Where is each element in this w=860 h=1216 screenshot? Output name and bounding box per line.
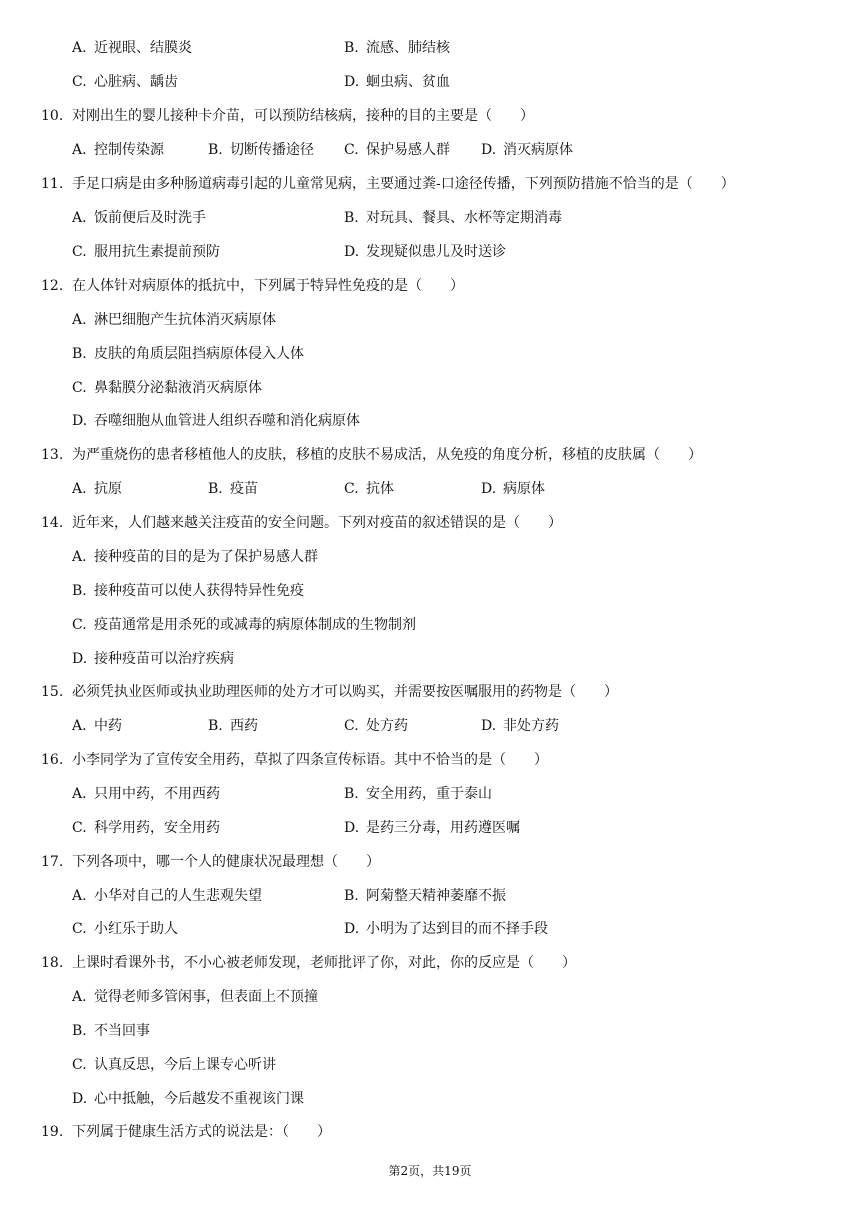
option-letter: C. <box>72 380 87 396</box>
option-text: 非处方药 <box>503 718 559 734</box>
question <box>0 953 860 973</box>
option-letter: B. <box>344 786 359 802</box>
answer-option <box>481 716 559 736</box>
option-letter: B. <box>208 142 223 158</box>
option-letter: B. <box>344 210 359 226</box>
option-row <box>0 310 860 330</box>
answer-option <box>72 38 192 58</box>
option-row <box>0 344 860 364</box>
option-letter: D. <box>481 718 497 734</box>
option-row <box>0 716 860 736</box>
answer-option <box>344 72 450 92</box>
question-number: 12. <box>41 278 64 294</box>
option-text: 近视眼、结膜炎 <box>94 40 192 56</box>
question-number: 19. <box>41 1124 64 1140</box>
answer-option <box>72 615 416 635</box>
option-letter: C. <box>72 74 87 90</box>
option-letter: A. <box>72 142 87 158</box>
option-row <box>0 784 860 804</box>
question-text: 小李同学为了宣传安全用药，草拟了四条宣传标语。其中不恰当的是（ ） <box>72 752 548 768</box>
option-letter: B. <box>344 40 359 56</box>
answer-option <box>72 1021 150 1041</box>
question-number: 14. <box>41 515 64 531</box>
answer-option <box>481 479 545 499</box>
option-text: 心中抵触，今后越发不重视该门课 <box>94 1091 304 1107</box>
question-number: 18. <box>41 955 64 971</box>
option-text: 小华对自己的人生悲观失望 <box>94 888 262 904</box>
question-number: 15. <box>41 684 64 700</box>
option-letter: A. <box>72 481 87 497</box>
question <box>0 106 860 126</box>
option-text: 疫苗 <box>230 481 258 497</box>
answer-option <box>208 716 258 736</box>
option-text: 小明为了达到目的而不择手段 <box>366 921 548 937</box>
answer-option <box>72 581 304 601</box>
answer-option <box>72 208 206 228</box>
answer-option <box>72 649 234 669</box>
answer-option <box>72 1055 276 1075</box>
option-letter: B. <box>72 583 87 599</box>
option-row <box>0 1021 860 1041</box>
option-text: 只用中药，不用西药 <box>94 786 220 802</box>
option-text: 对玩具、餐具、水杯等定期消毒 <box>366 210 562 226</box>
option-text: 淋巴细胞产生抗体消灭病原体 <box>94 312 276 328</box>
option-text: 小红乐于助人 <box>94 921 178 937</box>
option-letter: D. <box>344 244 360 260</box>
option-text: 皮肤的角质层阻挡病原体侵入人体 <box>94 346 304 362</box>
answer-option <box>72 784 220 804</box>
answer-option <box>344 919 548 939</box>
question-text: 对刚出生的婴儿接种卡介苗，可以预防结核病，接种的目的主要是（ ） <box>72 108 534 124</box>
option-text: 心脏病、龋齿 <box>94 74 178 90</box>
question-text: 近年来，人们越来越关注疫苗的安全问题。下列对疫苗的叙述错误的是（ ） <box>72 515 562 531</box>
option-row <box>0 649 860 669</box>
option-text: 觉得老师多管闲事，但表面上不顶撞 <box>94 989 318 1005</box>
option-letter: D. <box>481 142 497 158</box>
option-letter: D. <box>481 481 497 497</box>
page-footer: 第2页，共19页 <box>388 1164 472 1178</box>
option-letter: A. <box>72 210 87 226</box>
option-text: 控制传染源 <box>94 142 164 158</box>
option-row <box>0 378 860 398</box>
option-row <box>0 987 860 1007</box>
option-text: 是药三分毒，用药遵医嘱 <box>366 820 520 836</box>
option-letter: A. <box>72 40 87 56</box>
answer-option <box>344 242 506 262</box>
option-text: 抗体 <box>366 481 394 497</box>
option-text: 流感、肺结核 <box>366 40 450 56</box>
option-letter: C. <box>344 481 359 497</box>
question-number: 10. <box>41 108 64 124</box>
option-row <box>0 818 860 838</box>
answer-option <box>72 72 178 92</box>
option-row <box>0 72 860 92</box>
answer-option <box>72 716 122 736</box>
answer-option <box>72 547 318 567</box>
question-number: 17. <box>41 854 64 870</box>
question-text: 上课时看课外书，不小心被老师发现，老师批评了你，对此，你的反应是（ ） <box>72 955 576 971</box>
question-text: 为严重烧伤的患者移植他人的皮肤，移植的皮肤不易成活，从免疫的角度分析，移植的皮肤属（ ） <box>72 447 702 463</box>
option-letter: D. <box>344 921 360 937</box>
option-text: 鼻黏膜分泌黏液消灭病原体 <box>94 380 262 396</box>
option-text: 接种疫苗可以治疗疾病 <box>94 651 234 667</box>
answer-option <box>72 310 276 330</box>
option-text: 发现疑似患儿及时送诊 <box>366 244 506 260</box>
option-row <box>0 479 860 499</box>
answer-option <box>208 479 258 499</box>
option-text: 吞噬细胞从血管进人组织吞噬和消化病原体 <box>94 413 360 429</box>
answer-option <box>72 378 262 398</box>
question <box>0 750 860 770</box>
option-text: 中药 <box>94 718 122 734</box>
option-letter: B. <box>72 346 87 362</box>
answer-option <box>72 818 220 838</box>
option-letter: C. <box>72 244 87 260</box>
option-letter: B. <box>208 481 223 497</box>
option-text: 接种疫苗可以使人获得特异性免疫 <box>94 583 304 599</box>
option-letter: C. <box>344 718 359 734</box>
question-text: 在人体针对病原体的抵抗中，下列属于特异性免疫的是（ ） <box>72 278 464 294</box>
question <box>0 174 860 194</box>
answer-option <box>72 1089 304 1109</box>
option-letter: D. <box>344 74 360 90</box>
question <box>0 276 860 296</box>
question <box>0 1122 860 1142</box>
answer-option <box>72 919 178 939</box>
answer-option <box>72 242 220 262</box>
option-text: 服用抗生素提前预防 <box>94 244 220 260</box>
question-text: 下列属于健康生活方式的说法是：（ ） <box>72 1124 331 1140</box>
option-text: 保护易感人群 <box>366 142 450 158</box>
question <box>0 682 860 702</box>
option-row <box>0 886 860 906</box>
option-letter: D. <box>344 820 360 836</box>
option-letter: A. <box>72 888 87 904</box>
option-letter: B. <box>208 718 223 734</box>
option-text: 抗原 <box>94 481 122 497</box>
answer-option <box>344 784 492 804</box>
answer-option <box>344 716 408 736</box>
option-letter: D. <box>72 1091 88 1107</box>
option-row <box>0 242 860 262</box>
option-letter: D. <box>72 651 88 667</box>
answer-option <box>344 479 394 499</box>
option-text: 不当回事 <box>94 1023 150 1039</box>
option-text: 科学用药，安全用药 <box>94 820 220 836</box>
option-row <box>0 919 860 939</box>
question-number: 11. <box>41 176 64 192</box>
option-text: 病原体 <box>503 481 545 497</box>
question-text: 手足口病是由多种肠道病毒引起的儿童常见病，主要通过粪-口途径传播，下列预防措施不恰当的是（ ） <box>72 176 735 192</box>
option-letter: B. <box>72 1023 87 1039</box>
option-row <box>0 1089 860 1109</box>
answer-option <box>72 344 304 364</box>
question-text: 必须凭执业医师或执业助理医师的处方才可以购买，并需要按医嘱服用的药物是（ ） <box>72 684 618 700</box>
answer-option <box>344 140 450 160</box>
option-text: 消灭病原体 <box>503 142 573 158</box>
option-row <box>0 208 860 228</box>
option-row <box>0 581 860 601</box>
option-row <box>0 615 860 635</box>
option-text: 疫苗通常是用杀死的或减毒的病原体制成的生物制剂 <box>94 617 416 633</box>
option-letter: C. <box>72 820 87 836</box>
option-text: 处方药 <box>366 718 408 734</box>
option-text: 接种疫苗的目的是为了保护易感人群 <box>94 549 318 565</box>
option-letter: A. <box>72 989 87 1005</box>
question-text: 下列各项中，哪一个人的健康状况最理想（ ） <box>72 854 380 870</box>
answer-option <box>344 38 450 58</box>
option-letter: C. <box>72 921 87 937</box>
option-letter: C. <box>72 617 87 633</box>
option-letter: C. <box>344 142 359 158</box>
option-row <box>0 1055 860 1075</box>
answer-option <box>72 140 164 160</box>
option-letter: A. <box>72 718 87 734</box>
option-row <box>0 547 860 567</box>
option-row <box>0 411 860 431</box>
option-letter: A. <box>72 786 87 802</box>
option-text: 安全用药，重于泰山 <box>366 786 492 802</box>
answer-option <box>344 208 562 228</box>
question-number: 13. <box>41 447 64 463</box>
answer-option <box>72 411 360 431</box>
option-row <box>0 140 860 160</box>
option-letter: A. <box>72 312 87 328</box>
answer-option <box>344 886 506 906</box>
option-text: 西药 <box>230 718 258 734</box>
option-text: 阿菊整天精神萎靡不振 <box>366 888 506 904</box>
answer-option <box>72 987 318 1007</box>
option-text: 认真反思，今后上课专心听讲 <box>94 1057 276 1073</box>
question-number: 16. <box>41 752 64 768</box>
option-letter: B. <box>344 888 359 904</box>
answer-option <box>481 140 573 160</box>
answer-option <box>344 818 520 838</box>
option-letter: C. <box>72 1057 87 1073</box>
option-text: 蛔虫病、贫血 <box>366 74 450 90</box>
option-text: 饭前便后及时洗手 <box>94 210 206 226</box>
option-row <box>0 38 860 58</box>
question <box>0 513 860 533</box>
answer-option <box>72 479 122 499</box>
question <box>0 445 860 465</box>
answer-option <box>208 140 314 160</box>
option-letter: A. <box>72 549 87 565</box>
question <box>0 852 860 872</box>
option-letter: D. <box>72 413 88 429</box>
option-text: 切断传播途径 <box>230 142 314 158</box>
answer-option <box>72 886 262 906</box>
